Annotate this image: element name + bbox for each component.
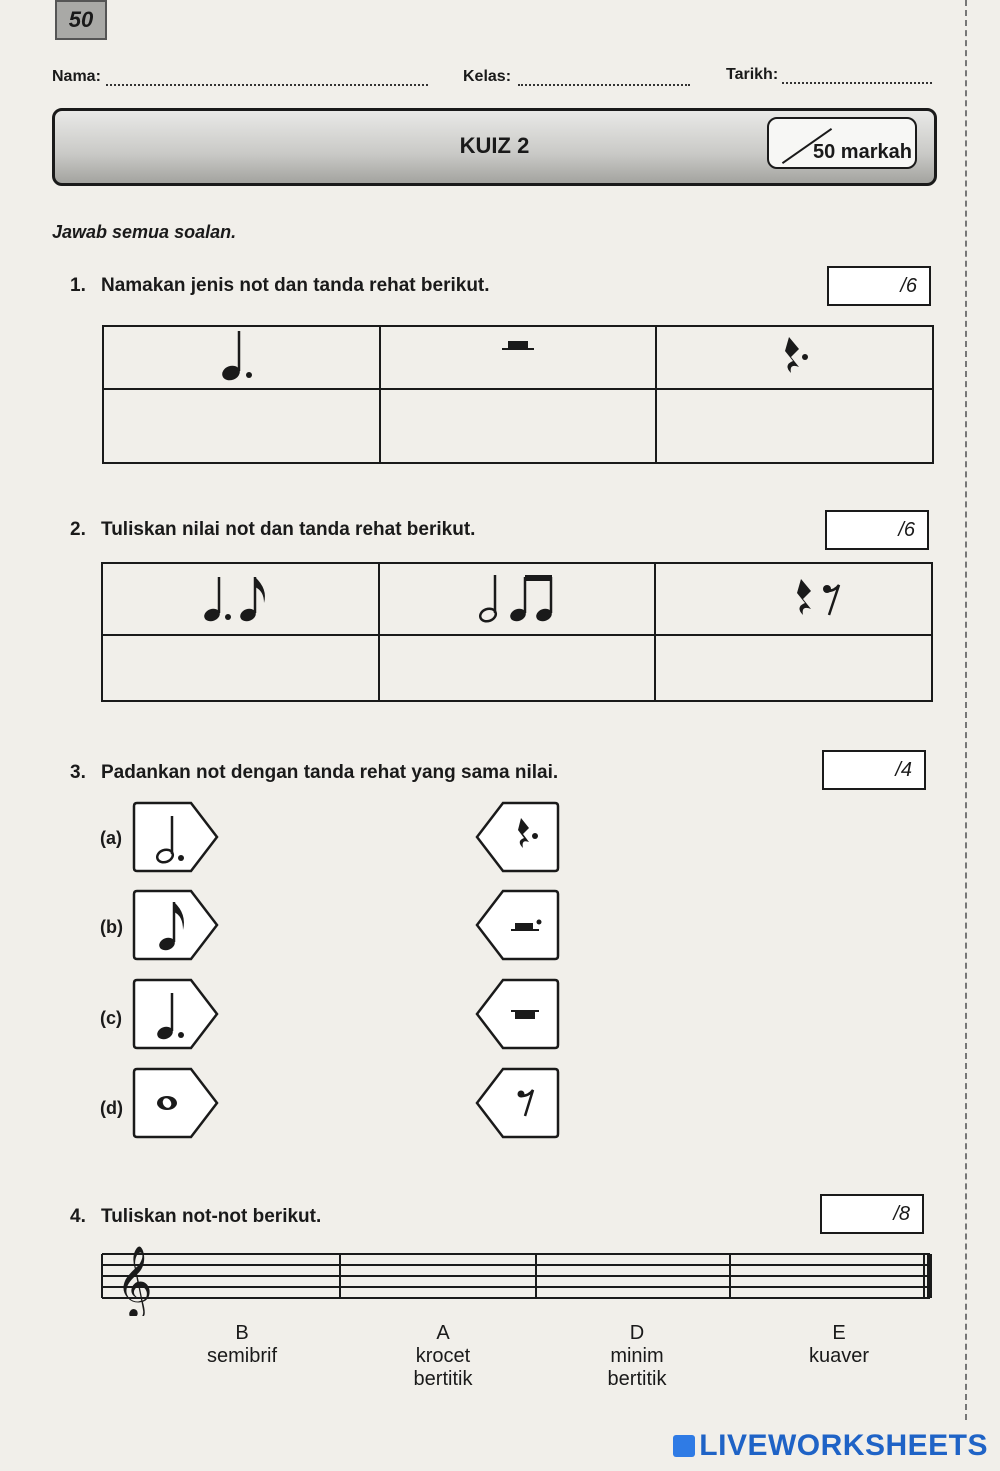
logo-text: LIVEWORKSHEETS xyxy=(699,1429,988,1462)
q4-note-3-line1: minim xyxy=(610,1345,664,1367)
q4-note-3-pitch: D xyxy=(629,1322,645,1344)
q1-answer-3[interactable] xyxy=(669,405,920,447)
q3-tile-rest-4[interactable] xyxy=(473,1066,561,1140)
q2-answer-1[interactable] xyxy=(115,647,366,689)
q2-answer-3[interactable] xyxy=(668,647,919,689)
q3-tile-rest-2[interactable] xyxy=(473,888,561,962)
q2-answer-2[interactable] xyxy=(391,647,642,689)
q3-label-c: (c) xyxy=(100,1008,122,1028)
q2-answer-cell[interactable] xyxy=(655,635,932,701)
q3-score-box xyxy=(822,750,926,790)
q1-number: 1. xyxy=(70,275,86,296)
q3-tile-b[interactable] xyxy=(131,888,221,962)
q1-answer-cell[interactable] xyxy=(380,389,657,463)
q3-tile-d[interactable] xyxy=(131,1066,221,1140)
treble-clef-icon xyxy=(116,1244,153,1316)
q3-score: /4 xyxy=(895,758,912,781)
total-marks-box xyxy=(767,117,917,169)
q4-score-box xyxy=(820,1194,924,1234)
svg-text:𝄞: 𝄞 xyxy=(116,1244,153,1316)
page-number: 50 xyxy=(55,0,107,40)
q2-symbol-cell xyxy=(102,563,379,635)
q1-text: Namakan jenis not dan tanda rehat berikut. xyxy=(101,275,490,296)
whole-rest-icon xyxy=(511,1011,539,1019)
nama-label: Nama: xyxy=(52,68,101,85)
q3-tile-rest-3[interactable] xyxy=(473,977,561,1051)
q3-tile-a[interactable] xyxy=(131,800,221,874)
kelas-field[interactable] xyxy=(518,84,690,86)
q4-text: Tuliskan not-not berikut. xyxy=(101,1206,322,1227)
q1-score: /6 xyxy=(900,274,917,297)
q2-answer-cell[interactable] xyxy=(102,635,379,701)
tarikh-label: Tarikh: xyxy=(726,66,779,83)
q4-note-2-line2: bertitik xyxy=(413,1368,473,1390)
q2-score: /6 xyxy=(898,518,915,541)
q1-table xyxy=(102,325,934,464)
quiz-title: KUIZ 2 xyxy=(459,133,530,158)
q4-note-2-line1: krocet xyxy=(415,1345,471,1367)
q2-symbol-cell xyxy=(379,563,656,635)
quarter-rest-plus-eighth-rest-icon xyxy=(781,567,851,627)
liveworksheets-logo xyxy=(673,1429,988,1463)
kelas-label: Kelas: xyxy=(463,68,512,85)
half-rest-icon xyxy=(488,327,548,383)
dotted-quarter-rest-icon xyxy=(765,327,825,383)
q1-symbol-cell xyxy=(380,326,657,389)
q1-answer-cell[interactable] xyxy=(103,389,380,463)
logo-icon xyxy=(673,1435,695,1457)
q4-number: 4. xyxy=(70,1206,86,1227)
whole-note-icon xyxy=(157,1096,177,1110)
q4-note-4-line1: kuaver xyxy=(808,1345,870,1367)
q2-table xyxy=(101,562,933,702)
q3-tile-c[interactable] xyxy=(131,977,221,1051)
q3-text: Padankan not dengan tanda rehat yang sama nilai. xyxy=(101,762,559,783)
dotted-quarter-plus-eighth-icon xyxy=(198,567,288,627)
q4-note-4 xyxy=(779,1322,899,1368)
q1-symbol-cell xyxy=(103,326,380,389)
q4-note-4-pitch: E xyxy=(832,1322,846,1344)
q3-tile-rest-1[interactable] xyxy=(473,800,561,874)
q1-score-box xyxy=(827,266,931,306)
music-staff[interactable] xyxy=(100,1236,934,1316)
q4-note-1 xyxy=(182,1322,302,1368)
total-marks: 50 markah xyxy=(813,141,912,163)
tarikh-field[interactable] xyxy=(782,82,932,84)
quiz-banner xyxy=(52,108,937,186)
q1-answer-cell[interactable] xyxy=(656,389,933,463)
q4-note-1-pitch: B xyxy=(235,1322,249,1344)
q1-symbol-cell xyxy=(656,326,933,389)
q2-text: Tuliskan nilai not dan tanda rehat berikut. xyxy=(101,519,476,540)
q3-label-b: (b) xyxy=(100,917,123,937)
q4-note-3-line2: bertitik xyxy=(607,1368,667,1390)
q2-answer-cell[interactable] xyxy=(379,635,656,701)
q4-note-2 xyxy=(383,1322,503,1391)
q2-score-box xyxy=(825,510,929,550)
half-plus-two-eighths-icon xyxy=(474,567,564,627)
q3-label-d: (d) xyxy=(100,1098,123,1118)
q3-label-a: (a) xyxy=(100,828,122,848)
instruction: Jawab semua soalan. xyxy=(52,222,237,242)
q1-answer-1[interactable] xyxy=(116,405,367,447)
dotted-quarter-note-icon xyxy=(211,327,271,383)
q3-number: 3. xyxy=(70,762,86,783)
q4-note-2-pitch: A xyxy=(436,1322,450,1344)
q4-note-3 xyxy=(577,1322,697,1391)
q2-number: 2. xyxy=(70,519,86,540)
q4-note-1-line1: semibrif xyxy=(206,1345,277,1367)
q4-score: /8 xyxy=(893,1202,910,1225)
nama-field[interactable] xyxy=(106,84,428,86)
q2-symbol-cell xyxy=(655,563,932,635)
q1-answer-2[interactable] xyxy=(392,405,643,447)
cut-line xyxy=(965,0,967,1420)
